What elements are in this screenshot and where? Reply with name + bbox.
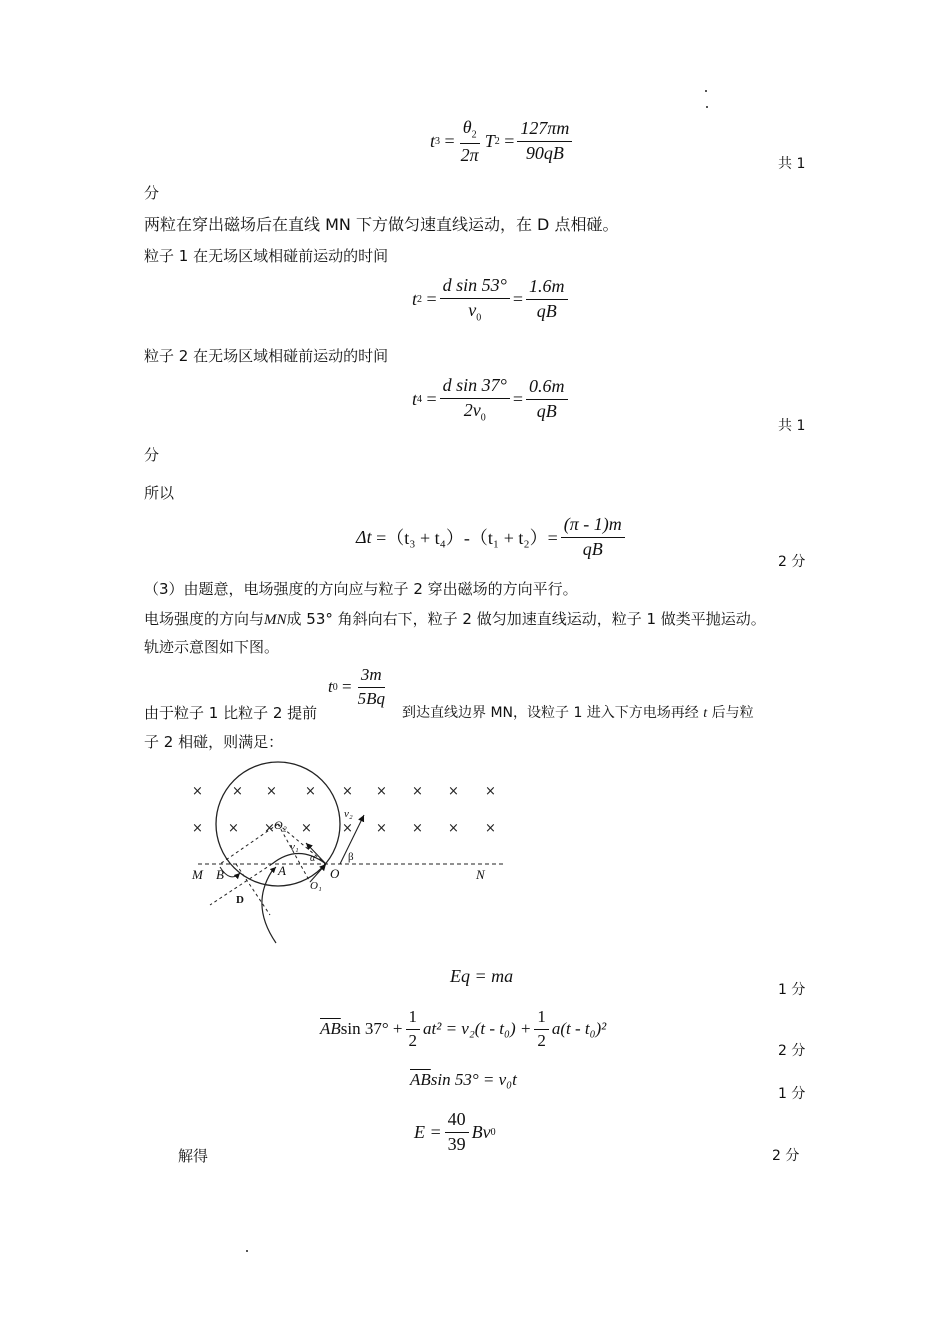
field-cross: ×: [342, 821, 353, 836]
path-to-d: [236, 864, 270, 915]
paragraph: 两粒在穿出磁场后在直线 MN 下方做匀速直线运动，在 D 点相碰。: [144, 215, 619, 234]
fraction: [440, 376, 510, 423]
fraction: [406, 1008, 421, 1050]
score-mark: 2 分: [772, 1148, 800, 1164]
eq-subscript: 2: [417, 294, 423, 306]
text-run: 后与粒: [711, 705, 754, 721]
paragraph: 解得: [178, 1147, 209, 1165]
eq-symbol: $\overline{AB}$: [410, 1070, 431, 1089]
eq-subscript: 4: [417, 394, 423, 406]
eq-symbol: E =: [414, 1121, 442, 1142]
fraction: [526, 377, 568, 422]
eq-numerator: 1: [534, 1008, 549, 1030]
fraction: [561, 515, 625, 560]
text-run: 到达直线边界 MN，设粒子 1 进入下方电场再经: [402, 705, 699, 721]
fraction: [440, 276, 510, 323]
eq-expression: sin 53° = v₀t: [430, 1070, 517, 1089]
field-cross: ×: [228, 821, 239, 836]
equation-displacement-2: [410, 1070, 517, 1090]
score-mark: 2 分: [778, 1043, 806, 1059]
label-n: N: [476, 867, 485, 882]
label-beta: β: [348, 851, 354, 863]
curve-arrow: [272, 867, 276, 871]
eq-denominator: 90qB: [525, 143, 564, 164]
eq-symbol: $\overline{AB}$: [320, 1019, 341, 1039]
eq-denominator: 2π: [460, 144, 479, 165]
eq-subscript: 3: [435, 136, 441, 148]
field-cross: ×: [264, 821, 275, 836]
field-cross: ×: [305, 784, 316, 799]
eq-denominator: 2: [537, 1030, 546, 1050]
field-cross: ×: [192, 821, 203, 836]
velocity-v1: [306, 843, 326, 864]
eq-numerator: 0.6m: [526, 377, 568, 400]
eq-expression: at² = v₂(t - t₀) +: [423, 1019, 532, 1039]
eq-symbol: Δt: [356, 526, 372, 547]
eq-expression: =（t₃ + t₄）-（t₁ + t₂）=: [376, 528, 558, 549]
paragraph: [402, 702, 754, 722]
eq-denominator: 5Bq: [357, 688, 385, 708]
stray-dot: [705, 90, 707, 92]
score-mark: 1 分: [778, 982, 806, 998]
eq-numerator: 1.6m: [526, 277, 568, 300]
text-run: MN: [264, 612, 287, 628]
eq-subscript: 2: [494, 136, 500, 148]
eq-numerator: θ: [462, 117, 472, 137]
field-cross: ×: [485, 821, 496, 836]
paragraph: 子 2 相碰，则满足：: [144, 733, 284, 751]
field-cross: ×: [448, 821, 459, 836]
eq-denominator: 2: [408, 1030, 418, 1050]
score-mark: 分: [144, 446, 160, 464]
eq-symbol: t: [412, 389, 418, 410]
label-alpha: α: [310, 853, 316, 864]
text-run: 电场强度的方向与: [144, 610, 265, 628]
eq-symbol: t: [328, 677, 333, 697]
paragraph: 粒子 2 在无场区域相碰前运动的时间: [144, 347, 389, 365]
stray-dot: [706, 106, 708, 108]
label-d: D: [236, 894, 244, 906]
eq-subscript: 0: [332, 681, 338, 693]
equation-t0: t 0 = $\frac{3m}{5Bq}$: [328, 666, 391, 708]
eq-expression: a(t - t₀)²: [551, 1019, 607, 1039]
label-o1: O₁: [310, 880, 322, 892]
eq-denominator: qB: [582, 538, 603, 559]
eq-subscript: 2: [471, 129, 477, 141]
fraction: [458, 118, 482, 165]
equation-result-e: [414, 1110, 496, 1155]
equation-t3: t 3 = $\frac{\theta_2}{2\pi}$ T 2 = $\frac{127\pi m}{90qB}$: [430, 118, 575, 165]
eq-subscript: 0: [476, 312, 482, 324]
eq-numerator: (π - 1)m: [561, 515, 625, 538]
field-cross: ×: [301, 821, 312, 836]
eq-numerator: 3m: [358, 666, 385, 688]
paragraph: 所以: [144, 484, 175, 502]
equation-delta-t: [356, 515, 628, 560]
equation-eq-ma: Eq = ma: [450, 966, 514, 986]
paragraph: 由于粒子 1 比粒子 2 提前: [144, 704, 318, 722]
score-mark: 2 分: [778, 554, 806, 570]
eq-numerator: d sin 37°: [440, 376, 510, 399]
stray-dot: [246, 1250, 248, 1252]
field-cross: ×: [412, 821, 423, 836]
eq-numerator: 40: [445, 1110, 469, 1133]
field-cross: ×: [266, 784, 277, 799]
paragraph: （3）由题意，电场强度的方向应与粒子 2 穿出磁场的方向平行。: [144, 580, 578, 598]
paragraph: 粒子 1 在无场区域相碰前运动的时间: [144, 247, 389, 265]
fraction: [534, 1008, 549, 1050]
eq-symbol: Bv: [471, 1121, 491, 1142]
fraction: [517, 119, 572, 164]
eq-denominator: qB: [536, 401, 557, 422]
label-v1: v₁: [290, 841, 299, 853]
label-m: M: [192, 867, 203, 882]
field-cross: ×: [376, 784, 387, 799]
fraction: [355, 666, 388, 708]
text-run: t: [703, 706, 708, 721]
label-a: A: [278, 863, 286, 878]
eq-numerator: d sin 53°: [440, 276, 510, 299]
field-cross: ×: [342, 784, 353, 799]
score-mark: 共 1: [778, 156, 806, 172]
fraction: [445, 1110, 469, 1155]
field-cross: ×: [412, 784, 423, 799]
text-run: 成 53° 角斜向右下，粒子 2 做匀加速直线运动，粒子 1 做类平抛运动。: [286, 610, 766, 628]
eq-expression: sin 37° +: [340, 1019, 403, 1039]
equation-t4: t 4 = $\frac{\text{d sin 37°}}{2v_0}$ = $\frac{0.6m}{qB}$: [412, 376, 571, 423]
label-o2: O₂: [274, 818, 287, 832]
eq-symbol: t: [430, 131, 436, 152]
eq-denominator: v: [468, 299, 477, 320]
field-cross: ×: [448, 784, 459, 799]
label-b: B: [216, 867, 224, 882]
score-mark: 分: [144, 184, 160, 202]
label-o: O: [330, 866, 340, 881]
equation-displacement-1: [320, 1008, 606, 1050]
eq-denominator: 39: [447, 1133, 466, 1154]
field-cross: ×: [232, 784, 243, 799]
eq-subscript: 0: [490, 1126, 496, 1138]
fraction: [526, 277, 568, 322]
parabolic-path: [262, 871, 276, 943]
trajectory-diagram: [180, 755, 520, 950]
field-cross: ×: [376, 821, 387, 836]
field-cross: ×: [192, 784, 203, 799]
eq-symbol: t: [412, 289, 418, 310]
field-cross: ×: [485, 784, 496, 799]
eq-numerator: 1: [406, 1008, 421, 1030]
eq-subscript: 0: [480, 412, 486, 424]
eq-symbol: T: [484, 131, 495, 152]
equation-t2: t 2 = $\frac{\text{d sin 53°}}{v_0}$ = $\frac{1.6m}{qB}$: [412, 276, 571, 323]
paragraph: 轨迹示意图如下图。: [144, 638, 280, 656]
eq-numerator: 127πm: [517, 119, 572, 142]
eq-denominator: 2v: [463, 399, 481, 420]
score-mark: 1 分: [778, 1086, 806, 1102]
label-v2: v₂: [344, 808, 353, 820]
score-mark: 共 1: [778, 418, 806, 434]
paragraph: [144, 608, 766, 629]
eq-denominator: qB: [536, 301, 557, 322]
